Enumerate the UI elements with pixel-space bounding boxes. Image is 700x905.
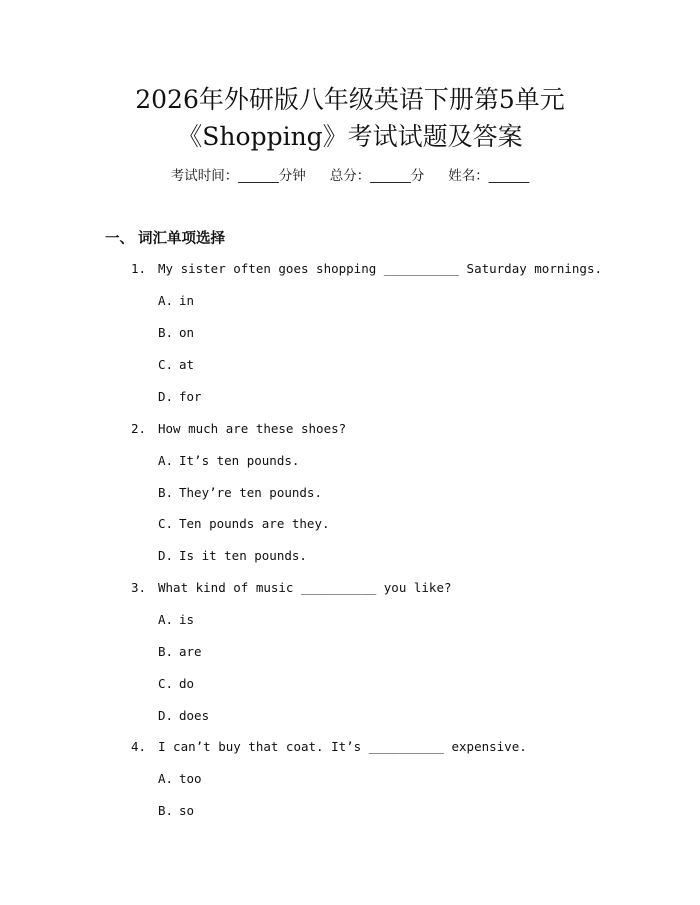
time-label: 考试时间： bbox=[170, 168, 239, 184]
question-number: 4. bbox=[131, 739, 147, 754]
question-text: My sister often goes shopping __________ Saturday mornings. bbox=[158, 261, 603, 276]
option-label: B. bbox=[158, 485, 174, 500]
score-label: 总分： bbox=[329, 168, 371, 184]
option-text: so bbox=[179, 803, 195, 818]
option-label: A. bbox=[158, 453, 174, 468]
option-text: does bbox=[179, 708, 210, 723]
option-text: too bbox=[179, 771, 202, 786]
section-title: 词汇单项选择 bbox=[138, 231, 225, 247]
option-label: D. bbox=[158, 708, 174, 723]
section-number: 一、 bbox=[105, 231, 134, 247]
option-label: D. bbox=[158, 548, 174, 563]
option-text: do bbox=[179, 676, 195, 691]
option-text: in bbox=[179, 293, 195, 308]
option-label: C. bbox=[158, 676, 174, 691]
name-label: 姓名： bbox=[448, 168, 489, 184]
option-label: A. bbox=[158, 293, 174, 308]
option-text: is bbox=[179, 612, 195, 627]
option-text: on bbox=[179, 325, 195, 340]
option-label: C. bbox=[158, 516, 174, 531]
section-heading bbox=[105, 229, 225, 249]
option-label: B. bbox=[158, 644, 174, 659]
exam-info-line bbox=[0, 166, 700, 186]
option-text: Is it ten pounds. bbox=[179, 548, 307, 563]
time-blank: ______ bbox=[238, 168, 279, 184]
option-label: C. bbox=[158, 357, 174, 372]
option-label: A. bbox=[158, 771, 174, 786]
exam-title-line-1: 2026年外研版八年级英语下册第5单元 bbox=[135, 85, 565, 114]
name-blank: ______ bbox=[488, 168, 530, 184]
question-number: 2. bbox=[131, 421, 147, 436]
exam-title-line-2: 《Shopping》考试试题及答案 bbox=[177, 122, 523, 151]
score-blank: ______ bbox=[370, 168, 411, 184]
option-text: It’s ten pounds. bbox=[179, 453, 300, 468]
option-label: A. bbox=[158, 612, 174, 627]
question-text: How much are these shoes? bbox=[158, 421, 347, 436]
question-text: I can’t buy that coat. It’s __________ expensive. bbox=[158, 739, 527, 754]
option-text: Ten pounds are they. bbox=[179, 516, 330, 531]
option-text: at bbox=[179, 357, 195, 372]
option-text: are bbox=[179, 644, 202, 659]
option-text: for bbox=[179, 389, 202, 404]
time-unit: 分钟 bbox=[278, 168, 306, 184]
score-unit: 分 bbox=[410, 168, 425, 184]
question-text: What kind of music __________ you like? bbox=[158, 580, 452, 595]
option-text: They’re ten pounds. bbox=[179, 485, 322, 500]
question-number: 3. bbox=[131, 580, 147, 595]
option-label: B. bbox=[158, 803, 174, 818]
question-number: 1. bbox=[131, 261, 147, 276]
option-label: D. bbox=[158, 389, 174, 404]
option-label: B. bbox=[158, 325, 174, 340]
